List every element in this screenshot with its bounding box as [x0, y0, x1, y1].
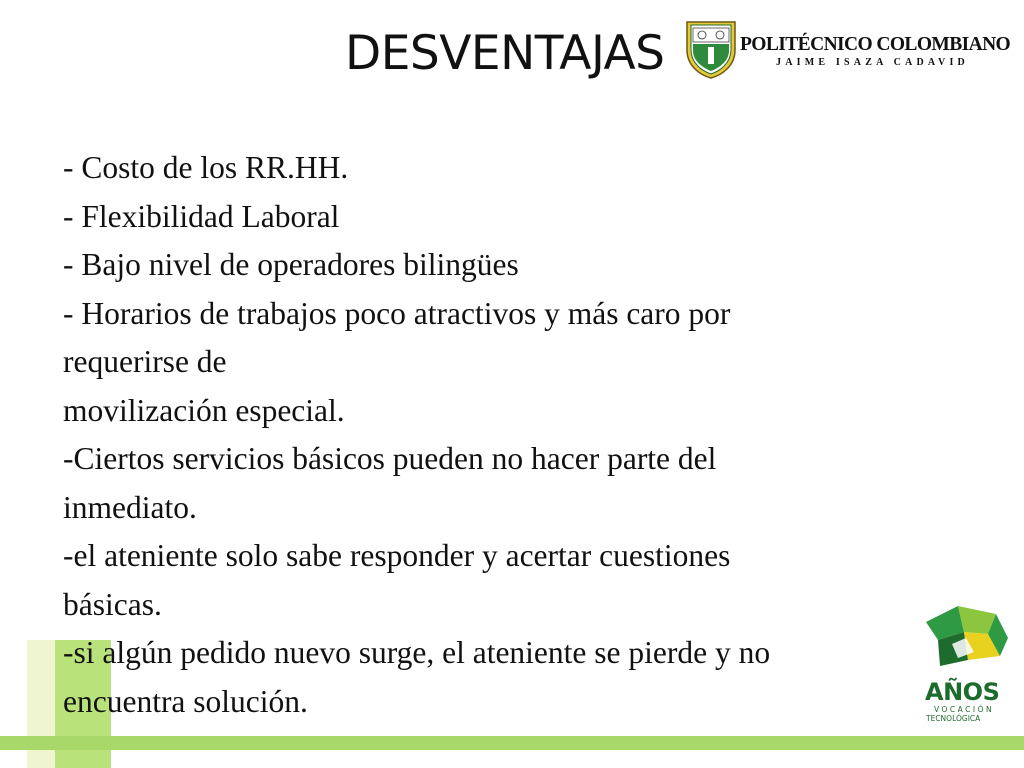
list-line: -Ciertos servicios básicos pueden no hacer parte del	[63, 441, 717, 476]
list-line: inmediato.	[63, 489, 197, 525]
logo-institution-name: POLITÉCNICO COLOMBIANO	[740, 34, 1011, 55]
list-line: -si algún pedido nuevo surge, el ateniente se pierde y no	[63, 635, 771, 670]
logo-institution-subtitle: JAIME ISAZA CADAVID	[776, 57, 969, 68]
list-line: básicas.	[63, 586, 162, 622]
list-line: - Flexibilidad Laboral	[63, 198, 340, 234]
badge-line1: VOCACIÓN	[934, 705, 995, 714]
disadvantages-list	[63, 144, 963, 726]
list-line: -el ateniente solo sabe responder y acertar cuestiones	[63, 538, 731, 573]
anos-emblem-icon	[918, 604, 1014, 684]
list-line: - Bajo nivel de operadores bilingües	[63, 247, 519, 282]
anos-badge	[918, 604, 1014, 728]
list-line: - Horarios de trabajos poco atractivos y más caro por	[63, 295, 731, 331]
list-line: requerirse de	[63, 344, 227, 379]
bottom-accent-bar	[0, 736, 1024, 750]
politecnico-logo	[684, 20, 1014, 82]
badge-line2: TECNOLÓGICA	[926, 714, 981, 723]
badge-word: AÑOS	[925, 678, 1000, 706]
list-line: movilización especial.	[63, 392, 345, 428]
list-line: encuentra solución.	[63, 683, 308, 719]
list-line: - Costo de los RR.HH.	[63, 150, 349, 185]
slide-title: DESVENTAJAS	[345, 26, 665, 81]
shield-crest-icon	[684, 20, 738, 80]
